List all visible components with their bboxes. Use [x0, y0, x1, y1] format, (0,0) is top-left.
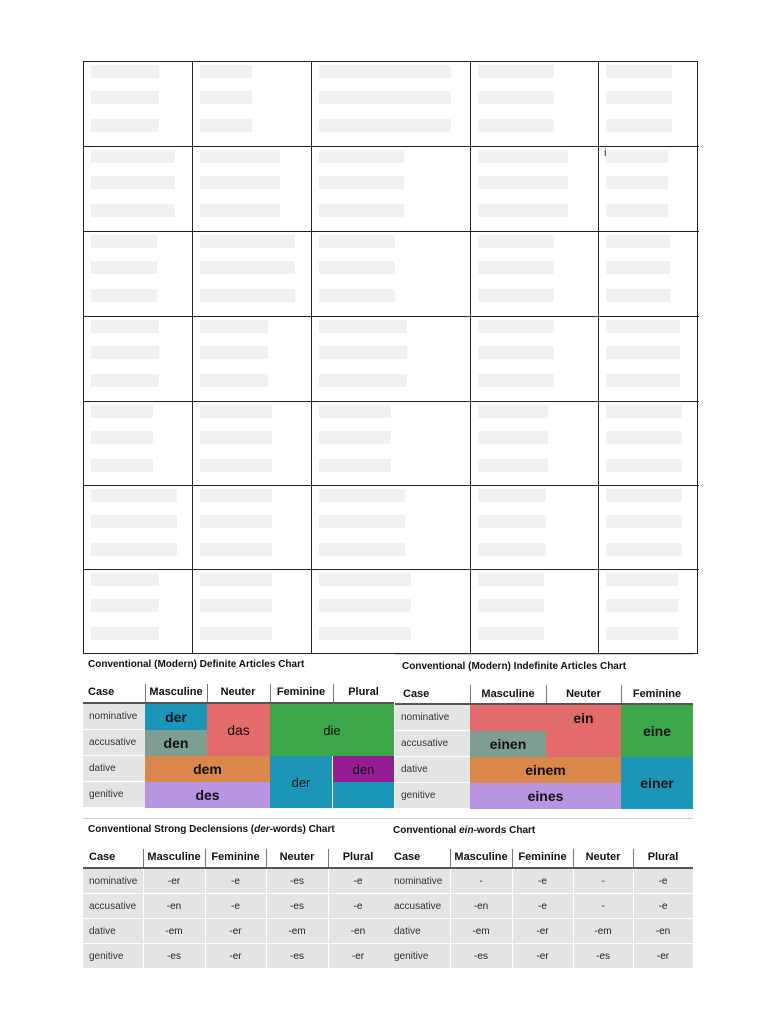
ending-cell: -es [143, 944, 205, 969]
ending-cell: -es [573, 944, 633, 969]
cell-eines: eines [470, 783, 621, 809]
placeholder-bar [478, 489, 546, 502]
header-case: Case [394, 851, 421, 863]
cell-des: des [145, 782, 270, 808]
grid-cell [599, 570, 699, 655]
grid-cell [193, 62, 312, 147]
header-divider [266, 849, 267, 867]
placeholder-bar [91, 599, 159, 612]
placeholder-bar [91, 459, 153, 472]
placeholder-bar [200, 235, 295, 248]
header-neuter: Neuter [279, 851, 315, 863]
placeholder-bar [200, 289, 295, 302]
placeholder-bar [91, 235, 157, 248]
header-plural: Plural [342, 851, 374, 863]
ending-cell: -er [633, 944, 693, 969]
placeholder-bar [319, 204, 404, 217]
placeholder-bar [200, 374, 268, 387]
header-feminine: Feminine [518, 851, 567, 863]
placeholder-bar [478, 204, 568, 217]
header-divider [207, 684, 208, 702]
grid-cell [471, 570, 599, 655]
header-divider [450, 849, 451, 867]
grid-cell [599, 147, 699, 232]
column-divider [328, 869, 329, 969]
cell-den-plural: den [333, 756, 394, 782]
placeholder-bar [91, 91, 159, 104]
header-case: Case [403, 688, 430, 700]
grid-cell [84, 402, 193, 486]
cell-dem: dem [145, 756, 270, 782]
placeholder-bar [606, 204, 668, 217]
header-feminine: Feminine [211, 851, 260, 863]
case-dative: dative [83, 919, 143, 944]
placeholder-bar [606, 459, 682, 472]
grid-cell [599, 317, 699, 402]
ending-cell: -e [633, 894, 693, 919]
header-divider [328, 849, 329, 867]
placeholder-bar [606, 91, 672, 104]
placeholder-bar [606, 489, 682, 502]
placeholder-bar [319, 627, 411, 640]
chart-title: Conventional (Modern) Indefinite Articles Chart [402, 661, 627, 672]
placeholder-bar [478, 150, 568, 163]
placeholder-bar [606, 261, 670, 274]
case-genitive: genitive [83, 944, 143, 969]
placeholder-bar [478, 405, 548, 418]
ending-cell: -en [633, 919, 693, 944]
placeholder-bar [478, 91, 554, 104]
cell-ein: ein [546, 705, 621, 731]
placeholder-bar [478, 176, 568, 189]
grid-cell [84, 570, 193, 655]
cell-eine: eine [621, 705, 693, 757]
placeholder-bar [91, 627, 159, 640]
placeholder-bar [478, 431, 548, 444]
ending-cell: -en [328, 919, 388, 944]
definite-articles-chart [83, 654, 394, 808]
title-part: Conventional [393, 825, 460, 836]
header-plural: Plural [647, 851, 679, 863]
placeholder-bar [478, 599, 544, 612]
header-neuter: Neuter [566, 688, 601, 700]
header-divider [573, 849, 574, 867]
placeholder-bar [91, 150, 175, 163]
grid-cell [471, 232, 599, 317]
placeholder-bar [200, 65, 252, 78]
header-plural: Plural [348, 686, 379, 698]
placeholder-bar [91, 204, 175, 217]
grid-cell [599, 402, 699, 486]
placeholder-bar [200, 204, 280, 217]
placeholder-bar [319, 119, 451, 132]
placeholder-bar [606, 543, 682, 556]
grid-cell [193, 570, 312, 655]
placeholder-bar [478, 374, 554, 387]
placeholder-bar [478, 459, 548, 472]
ending-cell: - [573, 869, 633, 894]
case-genitive: genitive [395, 783, 470, 809]
placeholder-bar [606, 176, 668, 189]
header-masculine: Masculine [454, 851, 508, 863]
placeholder-bar [606, 119, 672, 132]
placeholder-bar [606, 627, 678, 640]
ending-cell: -e [205, 894, 266, 919]
case-accusative: accusative [83, 894, 143, 919]
placeholder-bar [319, 91, 451, 104]
placeholder-bar [200, 320, 268, 333]
placeholder-bar [319, 235, 395, 248]
ending-cell: - [573, 894, 633, 919]
cell-die: die [270, 704, 394, 756]
column-divider [573, 869, 574, 969]
grid-cell [471, 402, 599, 486]
cell-plural-genitive [333, 782, 394, 808]
ending-cell: -er [205, 944, 266, 969]
grid-cell [312, 62, 471, 147]
cell-neuter-accusative [546, 731, 621, 757]
placeholder-bar [606, 599, 678, 612]
grid-cell [312, 486, 471, 570]
placeholder-bar [478, 235, 554, 248]
header-masculine: Masculine [149, 686, 203, 698]
case-genitive: genitive [388, 944, 450, 969]
grid-cell [471, 62, 599, 147]
chart-title: Conventional (Modern) Definite Articles Chart [88, 659, 305, 670]
grid-cell [193, 402, 312, 486]
title-part: -words Chart [473, 825, 536, 836]
placeholder-bar [478, 289, 554, 302]
placeholder-bar [200, 515, 272, 528]
case-nominative: nominative [395, 705, 470, 731]
ending-cell: -em [143, 919, 205, 944]
grid-cell [471, 317, 599, 402]
placeholder-bar [91, 65, 159, 78]
title-part: Conventional Strong Declensions ( [88, 824, 255, 835]
ending-cell: -e [633, 869, 693, 894]
cell-einer: einer [621, 757, 693, 809]
placeholder-bar [91, 119, 159, 132]
placeholder-bar [319, 261, 395, 274]
grid-cell [599, 232, 699, 317]
case-nominative: nominative [83, 704, 145, 730]
header-masculine: Masculine [147, 851, 201, 863]
placeholder-bar [478, 627, 544, 640]
placeholder-bar [319, 515, 405, 528]
placeholder-bar [606, 289, 670, 302]
placeholder-bar [478, 320, 554, 333]
column-divider [205, 869, 206, 969]
placeholder-bar [319, 599, 411, 612]
grid-cell [471, 147, 599, 232]
ending-cell: -e [205, 869, 266, 894]
placeholder-bar [91, 543, 177, 556]
header-case: Case [88, 686, 115, 698]
case-dative: dative [83, 756, 145, 782]
ending-cell: -er [512, 919, 573, 944]
placeholder-bar [319, 489, 405, 502]
placeholder-bar [91, 374, 159, 387]
grid-cell [84, 317, 193, 402]
grid-cell [312, 570, 471, 655]
placeholder-bar [606, 374, 680, 387]
placeholder-bar [200, 573, 272, 586]
stray-character: i [604, 147, 607, 159]
grid-cell [599, 62, 699, 147]
column-divider [143, 869, 144, 969]
grid-cell [312, 147, 471, 232]
placeholder-bar [91, 515, 177, 528]
placeholder-bar [200, 599, 272, 612]
placeholder-bar [319, 320, 407, 333]
placeholder-bar [200, 91, 252, 104]
header-divider [546, 685, 547, 703]
ending-cell: -en [143, 894, 205, 919]
placeholder-bar [478, 346, 554, 359]
placeholder-bar [91, 346, 159, 359]
placeholder-bar [319, 573, 411, 586]
ending-cell: -es [266, 894, 328, 919]
placeholder-bar [200, 405, 272, 418]
placeholder-bar [606, 65, 672, 78]
grid-cell [312, 232, 471, 317]
placeholder-bar [606, 320, 680, 333]
header-feminine: Feminine [632, 688, 682, 700]
placeholder-bar [319, 459, 391, 472]
placeholder-bar [91, 431, 153, 444]
cell-einem: einem [470, 757, 621, 783]
ending-cell: -em [266, 919, 328, 944]
placeholder-bar [91, 289, 157, 302]
ending-cell: -er [512, 944, 573, 969]
placeholder-bar [606, 515, 682, 528]
case-accusative: accusative [388, 894, 450, 919]
header-divider [270, 684, 271, 702]
cell-das: das [207, 704, 270, 756]
grid-cell [84, 62, 193, 147]
strong-declensions-chart [83, 818, 388, 969]
placeholder-bar [200, 431, 272, 444]
placeholder-bar [200, 543, 272, 556]
ending-cell: -es [266, 944, 328, 969]
header-divider [143, 849, 144, 867]
ending-cell: -e [328, 869, 388, 894]
placeholder-bar [319, 65, 451, 78]
grid-cell [84, 147, 193, 232]
case-accusative: accusative [83, 730, 145, 756]
placeholder-bar [478, 573, 544, 586]
placeholder-bar [200, 176, 280, 189]
ein-words-chart [388, 818, 693, 969]
placeholder-bar [91, 573, 159, 586]
grid-cell [193, 147, 312, 232]
placeholder-bar [91, 489, 177, 502]
grid-cell [193, 232, 312, 317]
header-divider [512, 849, 513, 867]
header-divider [205, 849, 206, 867]
case-nominative: nominative [83, 869, 143, 894]
header-feminine: Feminine [276, 686, 326, 698]
header-divider [621, 685, 622, 703]
ending-cell: -er [205, 919, 266, 944]
column-divider [450, 869, 451, 969]
placeholder-bar [91, 261, 157, 274]
grid-cell [312, 317, 471, 402]
placeholder-bar [200, 261, 295, 274]
placeholder-bar [319, 289, 395, 302]
placeholder-bar [200, 346, 268, 359]
cell-der-feminine: der [270, 756, 332, 808]
placeholder-bar [478, 261, 554, 274]
ending-cell: -e [328, 894, 388, 919]
header-divider [633, 849, 634, 867]
grid-cell [84, 486, 193, 570]
placeholder-bar [606, 235, 670, 248]
cell-den-accusative: den [145, 730, 207, 756]
column-divider [266, 869, 267, 969]
case-dative: dative [388, 919, 450, 944]
header-divider [470, 685, 471, 703]
ending-cell: -es [266, 869, 328, 894]
ending-cell: -e [512, 894, 573, 919]
placeholder-bar [319, 346, 407, 359]
placeholder-bar [319, 176, 404, 189]
column-divider [512, 869, 513, 969]
grid-cell [193, 317, 312, 402]
chart-title [88, 824, 335, 835]
title-emphasis: ein [459, 825, 474, 836]
placeholder-bar [200, 119, 252, 132]
header-divider [145, 684, 146, 702]
ending-cell: -es [450, 944, 512, 969]
placeholder-bar [200, 627, 272, 640]
placeholder-bar [91, 405, 153, 418]
grid-cell [599, 486, 699, 570]
ending-cell: -e [512, 869, 573, 894]
placeholder-bar [91, 176, 175, 189]
header-case: Case [89, 851, 116, 863]
placeholder-bar [91, 320, 159, 333]
grid-cell [471, 486, 599, 570]
ending-cell: -em [450, 919, 512, 944]
case-accusative: accusative [395, 731, 470, 757]
placeholder-bar [200, 489, 272, 502]
header-neuter: Neuter [585, 851, 621, 863]
placeholder-bar [606, 573, 678, 586]
placeholder-bar [319, 374, 407, 387]
placeholder-bar [478, 543, 546, 556]
ending-cell: -er [143, 869, 205, 894]
cell-der-nominative: der [145, 704, 207, 730]
cell-einen: einen [470, 731, 546, 757]
column-divider [633, 869, 634, 969]
title-emphasis: der [254, 824, 270, 835]
placeholder-bar [606, 346, 680, 359]
cell-masculine-nominative [470, 705, 546, 731]
case-nominative: nominative [388, 869, 450, 894]
placeholder-bar [319, 431, 391, 444]
placeholder-bar [478, 119, 554, 132]
header-divider [333, 684, 334, 702]
ending-cell: -en [450, 894, 512, 919]
header-masculine: Masculine [481, 688, 535, 700]
placeholder-bar [478, 65, 554, 78]
placeholder-bar [478, 515, 546, 528]
placeholder-bar [319, 543, 405, 556]
ending-cell: -em [573, 919, 633, 944]
grid-cell [193, 486, 312, 570]
title-part: -words) Chart [269, 824, 335, 835]
placeholder-bar [200, 459, 272, 472]
chart-title [393, 825, 535, 836]
case-genitive: genitive [83, 782, 145, 808]
placeholder-bar [319, 405, 391, 418]
placeholder-bar [606, 431, 682, 444]
placeholder-bar [606, 150, 668, 163]
ending-cell: - [450, 869, 512, 894]
grid-cell [84, 232, 193, 317]
ending-cell: -er [328, 944, 388, 969]
placeholder-bar [200, 150, 280, 163]
grid-cell [312, 402, 471, 486]
placeholder-bar [319, 150, 404, 163]
header-neuter: Neuter [220, 686, 256, 698]
indefinite-articles-chart [395, 654, 693, 808]
placeholder-bar [606, 405, 682, 418]
case-dative: dative [395, 757, 470, 783]
